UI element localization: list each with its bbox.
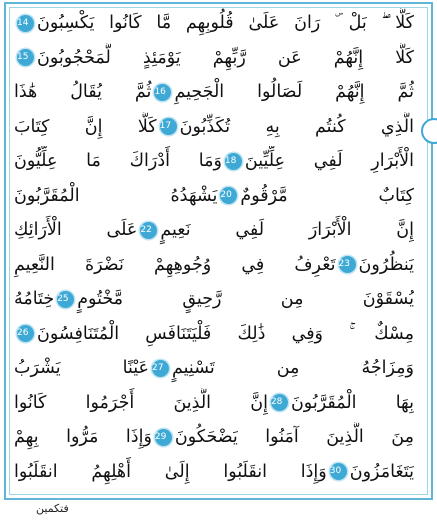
verse-text-continuation: يَشْهَدُهُ الْمُقَرَّبُونَ <box>14 185 218 206</box>
ayah-number-marker: 18 <box>225 153 242 170</box>
ayah-number-marker: 16 <box>154 84 171 101</box>
verse-line <box>14 457 414 487</box>
verse-text-continuation: ثُمَّ يُقَالُ هَٰذَا <box>14 82 152 102</box>
ayah-number-marker: 14 <box>17 15 34 32</box>
verse-text-continuation: وَإِذَا مَرُّوا بِهِمْ <box>14 427 152 447</box>
verse-line <box>14 146 414 176</box>
verse-text: الَّذِي كُنتُم بِهِ تُكَذِّبُونَ <box>179 116 414 137</box>
verse-line <box>14 388 414 418</box>
verse-text: كَلَّا إِنَّهُمْ عَن رَّبِّهِمْ يَوْمَئِذٍ لَّمَحْجُوبُونَ <box>37 47 414 68</box>
verse-text: الْأَبْرَارِ لَفِي عِلِّيِّينَ <box>244 151 414 171</box>
verse-text-continuation: وَإِذَا انقَلَبُوا إِلَىٰ أَهْلِهِمُ انقَلَبُوا <box>14 461 327 482</box>
ayah-number-marker: 25 <box>57 291 74 308</box>
verse-line <box>14 112 414 142</box>
ayah-number-marker: 30 <box>330 463 347 480</box>
ayah-number-marker: 20 <box>220 187 237 204</box>
verse-line <box>14 77 414 107</box>
verse-text-continuation: عَيْنًا يَشْرَبُ <box>14 358 149 378</box>
verse-line <box>14 43 414 73</box>
ayah-number-marker: 26 <box>17 325 34 342</box>
verse-line <box>14 284 414 314</box>
verse-text-continuation: إِنَّ الَّذِينَ أَجْرَمُوا كَانُوا <box>14 392 268 413</box>
verse-text: بِهَا الْمُقَرَّبُونَ <box>290 392 414 413</box>
catchword: فتكمين <box>36 502 69 515</box>
verse-line <box>14 250 414 280</box>
verse-text: يُسْقَوْنَ مِن رَّحِيقٍ مَّخْتُومٍ <box>77 289 414 309</box>
verse-text-continuation: وَمَا أَدْرَاكَ مَا عِلِّيُّونَ <box>14 151 222 171</box>
verse-text: كَلَّا ۖ بَلْ ۜ رَانَ عَلَىٰ قُلُوبِهِم مَّا كَانُوا يَكْسِبُونَ <box>37 13 414 33</box>
verse-text-continuation: خِتَامُهُ <box>14 289 55 309</box>
ayah-number-marker: 29 <box>155 429 172 446</box>
verse-line <box>14 422 414 452</box>
verse-line <box>14 8 414 38</box>
verse-text: وَمِزَاجُهُ مِن تَسْنِيمٍ <box>172 358 414 378</box>
verse-text-continuation: عَلَى الْأَرَائِكِ <box>14 220 138 240</box>
ayah-number-marker: 15 <box>17 49 34 66</box>
verse-line <box>14 353 414 383</box>
verse-text: يَنظُرُونَ <box>358 254 414 275</box>
ayah-number-marker: 23 <box>339 256 356 273</box>
verse-line <box>14 215 414 245</box>
verse-text: كِتَابٌ مَّرْقُومٌ <box>240 185 414 206</box>
verse-line <box>14 181 414 211</box>
verse-text: مِنَ الَّذِينَ آمَنُوا يَضْحَكُونَ <box>174 427 414 447</box>
verse-text: إِنَّ الْأَبْرَارَ لَفِي نَعِيمٍ <box>160 220 414 240</box>
verse-text-continuation: كَلَّا إِنَّ كِتَابَ <box>14 116 157 137</box>
ayah-number-marker: 27 <box>152 360 169 377</box>
quran-text-area <box>14 8 414 494</box>
verse-text-continuation: تَعْرِفُ فِي وُجُوهِهِمْ نَضْرَةَ النَّعِيمِ <box>14 254 336 275</box>
ayah-number-marker: 17 <box>160 118 177 135</box>
verse-text: ثُمَّ إِنَّهُمْ لَصَالُوا الْجَحِيمِ <box>174 82 414 102</box>
ayah-number-marker: 22 <box>140 222 157 239</box>
verse-line <box>14 319 414 349</box>
verse-text: يَتَغَامَزُونَ <box>349 461 414 482</box>
verse-text: مِسْكٌ ۚ وَفِي ذَٰلِكَ فَلْيَتَنَافَسِ الْمُتَنَافِسُونَ <box>37 323 414 344</box>
ayah-number-marker: 28 <box>271 394 288 411</box>
